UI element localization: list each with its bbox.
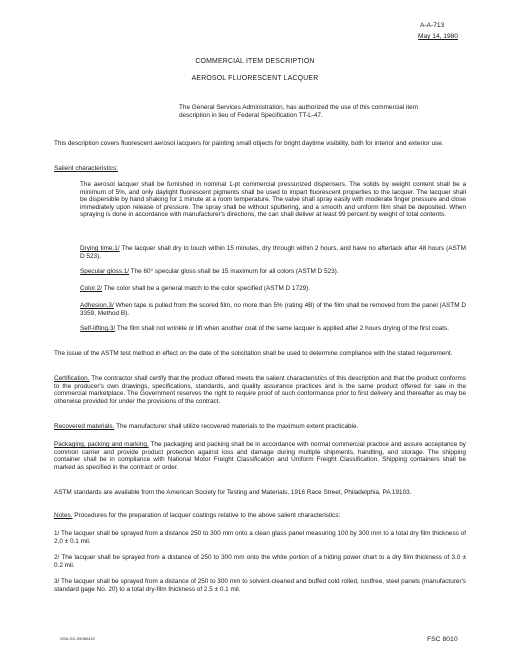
astm-availability-paragraph: ASTM standards are available from the American Society for Testing and Materials, 1916 Race Street, Philadelphia, PA 19103. <box>54 489 412 496</box>
note-item-2: 2/ The lacquer shall be sprayed from a distance of 250 to 300 mm onto the white portion of a hiding power chart to a dry film thickness of 3.0 ± 0.2 mil. <box>54 554 466 569</box>
salient-item-text: The film shall not wrinkle or lift when another coat of the same lacquer is applied after 2 hours drying of the first coats. <box>116 325 449 332</box>
packaging-text: The packaging and packing shall be in accordance with normal commercial practice and assure acceptance by common carrier and provide product protection against loss and damage during multiple shipments, handling, and storage. The shipping container shall be in compliance with National Motor Freight Classification and Uniform Freight Classification. Shipping containers shall be marked as specified in the contract or order. <box>54 441 466 471</box>
astm-issue-paragraph: The issue of the ASTM test method in effect on the date of the solicitation shall be used to determine compliance with the stated requirement. <box>54 350 453 357</box>
notes-paragraph <box>54 512 466 520</box>
document-title: AEROSOL FLUORESCENT LACQUER <box>191 75 319 82</box>
salient-item-text: The lacquer shall dry to touch within 15 minutes, dry through within 2 hours, and have no aftertack after 48 hours (ASTM D 523). <box>80 245 466 260</box>
fsc-code: FSC 8010 <box>427 636 458 643</box>
salient-item-adhesion <box>80 302 466 317</box>
salient-item-specular-gloss <box>80 268 466 276</box>
salient-intro: The aerosol lacquer shall be furnished in nominal 1-pt commercial pressurized dispensers. The solids by weight content shall be a minimum of 5%, and only daylight fluorescent pigments shall be used to impart fluorescent properties to the lacquer. The lacquer shall be dispersible by hand shaking for 1 minute at a room temperature. The valve shall spray easily with moderate finger pressure and close immediately upon release of pressure. The spray shall be without sputtering, and a smooth and uniform film shall be deposited. When spraying is done in accordance with manufacturer's directions, the can shall deliver at least 99 percent by weight of total contents. <box>80 181 466 219</box>
salient-item-label: Self-lifting.3/ <box>80 325 116 332</box>
salient-item-self-lifting <box>80 325 466 333</box>
salient-item-text: The color shall be a general match to the color specified (ASTM D 1729). <box>103 285 311 292</box>
salient-item-color <box>80 285 466 293</box>
note-item-3: 3/ The lacquer shall be sprayed from a distance of 250 to 300 mm to solvent-cleaned and buffed cold rolled, rustfree, steel panels (manufacturer's standard gage No. 20) to a total dry-film thickness of 2.5 ± 0.1 mil. <box>54 578 466 593</box>
recovered-materials-text: The manufacturer shall utilize recovered materials to the maximum extent practicable. <box>116 423 359 430</box>
salient-item-text: The 60° specular gloss shall be 15 maximum for all colors (ASTM D 523). <box>130 268 339 275</box>
salient-item-label: Color.2/ <box>80 285 103 292</box>
certification-text: The contractor shall certify that the product offered meets the salient characteristics of this description and that the product conforms to the producer's own drawings, specifications, standards, and quality assurance practices and is the same product offered for sale in the commercial marketplace. The Government reserves the right to require proof of such conformance prior to first delivery and thereafter as may be otherwise provided for under the provisions of the contract. <box>54 375 466 405</box>
salient-item-label: Adhesion.3/ <box>80 302 114 309</box>
authorization-statement: The General Services Administration, has authorized the use of this commercial item description in lieu of Federal Specification TT-L-47. <box>179 104 419 119</box>
document-id: A-A-713 <box>420 22 445 29</box>
packaging-label: Packaging, packing and marking. <box>54 441 149 448</box>
note-item-1: 1/ The lacquer shall be sprayed from a distance 250 to 300 mm onto a clean glass panel measuring 100 by 300 mm to a total dry film thickness of 2.0 ± 0.1 mil. <box>54 530 466 545</box>
certification-label: Certification. <box>54 375 90 382</box>
salient-heading: Salient characteristics: <box>54 165 118 172</box>
notes-label: Notes. <box>54 512 73 519</box>
document-date: May 14, 1980 <box>418 33 458 40</box>
recovered-materials-paragraph <box>54 423 466 431</box>
packaging-paragraph <box>54 441 466 471</box>
scope-paragraph: This description covers fluorescent aerosol lacquers for painting small objects for bright daytime visibility, both for interior and exterior use. <box>54 140 444 147</box>
document-type-title: COMMERCIAL ITEM DESCRIPTION <box>195 58 315 65</box>
salient-item-text: When tape is pulled from the scored film, no more than 5% (rating 4B) of the film shall be removed from the panel (ASTM D 3359, Method B). <box>80 302 466 317</box>
government-printing-code: GSA GC-09080422 <box>60 636 96 641</box>
salient-item-label: Drying time.1/ <box>80 245 120 252</box>
notes-text: Procedures for the preparation of lacquer coatings relative to the above salient characteristics: <box>74 512 341 519</box>
certification-paragraph <box>54 375 466 405</box>
recovered-materials-label: Recovered materials. <box>54 423 115 430</box>
salient-item-label: Specular gloss.1/ <box>80 268 130 275</box>
salient-item-drying-time <box>80 245 466 260</box>
